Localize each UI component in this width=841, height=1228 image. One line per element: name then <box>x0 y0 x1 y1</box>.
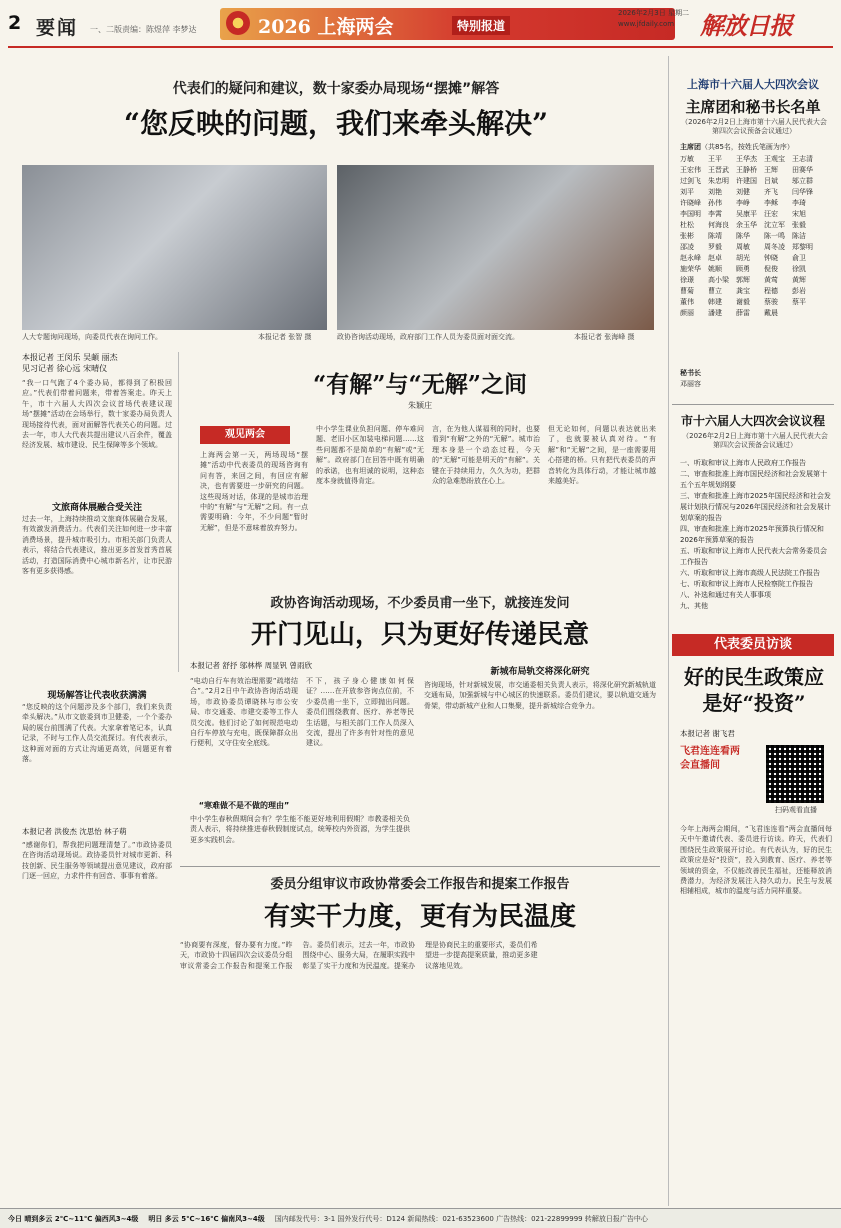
bottom-body: “协商要有深度，督办要有力度。”昨天，市政协十四届四次会议委员分组审议常委会工作报告和提案工作报告。委员们表示，过去一年，市政协围绕中心、服务大局，在履职实践中彰显了实干力度和为民温度。提案办理是协商民主的重要形式，委员们希望进一步提高提案质量，推动更多建议落地见效。 <box>180 941 538 970</box>
presidium-name: 高小梁 <box>708 276 729 284</box>
presidium-name: 郭辉 <box>736 276 750 284</box>
presidium-name: 宋旭 <box>792 210 806 218</box>
presidium-name: 胡光 <box>736 254 750 262</box>
website-link[interactable]: www.jfdaily.com <box>618 20 675 28</box>
consult-col-2: 不下，孩子身心健康如何保证？……在开放参咨询点位前，不少委员甫一坐下，立即抛出问题。委员们围绕教育、医疗、养老等民生话题，与相关部门工作人员深入交流，提出了许多有针对性的意见建议。 <box>306 677 414 748</box>
photo2-caption: 政协咨询活动现场，政府部门工作人员为委员面对面交流。 <box>337 333 519 341</box>
presidium-name: 赵卓 <box>708 254 722 262</box>
presidium-name: 蔡平 <box>792 298 806 306</box>
presidium-name: 孙伟 <box>708 199 722 207</box>
page-header <box>0 0 841 50</box>
agenda-item: 二、审查和批准上海市国民经济和社会发展第十五个五年规划纲要 <box>680 470 827 489</box>
presidium-name: 陈靖 <box>708 232 722 240</box>
main-body-1: “我一口气跑了4个委办局，都得到了积极回应。”代表们带着问题来，带着答案走。昨天上午，市十六届人大四次会议首场代表建议现场“摆摊”活动在会场举行，数十家委办局负责人现场接待代表，面对面解答代表关心的问题。过去一年，市人大代表共提出建议八百余件，覆盖经济发展、城市建设、民生保障等多个领域。 <box>22 379 172 450</box>
presidium-name: 李国明 <box>680 210 701 218</box>
presidium-name: 曹立 <box>708 287 722 295</box>
section-title: 要闻 <box>36 17 79 39</box>
main-subhead-2: 现场解答让代表收获满满 <box>47 691 147 701</box>
presidium-name: 万敏 <box>680 155 694 163</box>
banner-tag: 特别报道 <box>452 16 510 35</box>
agenda-item: 四、审查和批准上海市2025年预算执行情况和2026年预算草案的报告 <box>680 525 824 544</box>
bottom-kicker: 委员分组审议市政协常委会工作报告和提案工作报告 <box>270 877 570 892</box>
presidium-name: 张彬 <box>680 232 694 240</box>
photo1-credit: 本报记者 张智 摄 <box>258 333 312 341</box>
commentary-author: 朱颖庄 <box>408 401 432 410</box>
presidium-name: 闫华锋 <box>792 188 813 196</box>
photo-cppcc-consultation <box>337 165 654 330</box>
agenda-item: 一、听取和审议上海市人民政府工作报告 <box>680 459 806 467</box>
weather-tomorrow: 明日 多云 5℃~16℃ 偏南风3~4级 <box>148 1214 265 1223</box>
presidium-name: 徐凯 <box>792 265 806 273</box>
tail-byline: 本报记者 洪俊杰 沈思怡 林子萌 <box>22 827 127 836</box>
photo-npc-consultation <box>22 165 327 330</box>
consult-col-1: “电动自行车有效治理需要”疏堵结合”。”2月2日中午政协咨询活动现场，市政协委员谭晓林与市公安局、市交通委、市建交委等工作人员交流。他们讨论了如何规范电动自行车停放与充电，既保障群众出行便利，又守住安全底线。 <box>190 677 298 748</box>
presidium-name: 陈华 <box>736 232 750 240</box>
presidium-name: 董伟 <box>680 298 694 306</box>
bottom-headline: 有实干力度，更有为民温度 <box>263 902 576 932</box>
presidium-name: 王观宝 <box>764 155 785 163</box>
presidium-name: 李霄 <box>708 210 722 218</box>
secretary-general: 秘书长 邓丽容 <box>680 369 701 388</box>
presidium-name: 余玉华 <box>736 221 757 229</box>
presidium-name: 顾勇 <box>736 265 750 273</box>
agenda-item: 七、听取和审议上海市人民检察院工作报告 <box>680 580 813 588</box>
presidium-name: 吕斌 <box>764 177 778 185</box>
presidium-name: 许晓峰 <box>680 199 701 207</box>
consult-byline: 本报记者 舒抒 邬林桦 周显钒 曾雨欣 <box>190 661 313 670</box>
presidium-name: 朱忠明 <box>708 177 729 185</box>
presidium-name: 陈洁 <box>792 232 806 240</box>
presidium-name: 倪俊 <box>764 265 778 273</box>
main-body-2: 过去一年，上海持续推动文旅商体展融合发展，有效激发消费活力。代表们关注如何进一步丰富消费场景，提升城市吸引力。市相关部门负责人表示，将结合代表建议，推出更多首发首秀首展活动，打造国际消费中心城市新名片，让市民游客有更多获得感。 <box>22 515 172 576</box>
presidium-name: 何海良 <box>708 221 729 229</box>
sidebar-list-title: 上海市十六届人大四次会议 <box>687 78 819 91</box>
main-body-3: “您反映的这个问题涉及多个部门，我们来负责牵头解决。”从市文旅委到市卫健委，一个个委办局的展台前围满了代表。大家拿着笔记本，认真记录，不时与工作人员交流探讨。有代表表示，这种面对面的方式让沟通更高效，问题更有着落。 <box>22 703 172 764</box>
presidium-name: 刘艳 <box>708 188 722 196</box>
presidium-name: 王平 <box>708 155 722 163</box>
presidium-name: 邬立群 <box>792 177 813 185</box>
footer-info: 国内邮发代号：3-1 国外发行代号：D124 新闻热线：021-63523600 广告热线：021-22899999 转解放日报广告中心 <box>274 1214 648 1223</box>
photo1-caption: 人大专题询问现场，向委员代表在询问工作。 <box>22 333 162 341</box>
presidium-name: 罗毅 <box>708 243 722 251</box>
presidium-name: 李琦 <box>792 199 806 207</box>
commentary-col-2: 中小学生课业负担问题、停车难问题、老旧小区加装电梯问题……这些问题都不是简单的“有解”或“无解”。政府部门在回答中既有明确的承诺，也有坦诚的说明，这种态度本身就值得肯定。 <box>316 425 424 486</box>
presidium-name: 刘健 <box>736 188 750 196</box>
qr-code-icon[interactable] <box>766 745 824 803</box>
qr-label: 扫码观看直播 <box>775 806 817 814</box>
agenda-list <box>680 458 832 628</box>
consult-col-3: 咨询现场，针对新城发展，市交通委相关负责人表示，将深化研究新城轨道交通布局，加强新城与中心城区的快速联系。委员们建议，要以轨道交通为骨架，带动新城产业和人口集聚，提升新城综合竞争力。 <box>424 681 656 710</box>
weather-today: 今日 晴到多云 2℃~11℃ 偏西风3~4级 <box>8 1214 139 1223</box>
presidium-name: 陈一鸣 <box>764 232 785 240</box>
footer-bar <box>0 1208 841 1228</box>
commentary-col-1: 上海两会第一天，两场现场“摆摊”活动中代表委员的现场咨询有问有答，来回之间，有回应有解决，也有需要进一步研究的问题。这些现场对话，体现的是城市治理中的“有解”与“无解”之间。有一点需要明确：今年，不少问题“暂时无解”，但是不意味着放弃努力。 <box>200 451 308 532</box>
agenda-item: 九、其他 <box>680 602 708 610</box>
presidium-name: 邵凌 <box>680 243 694 251</box>
presidium-name: 钟晓 <box>764 254 778 262</box>
presidium-name: 汪宏 <box>764 210 778 218</box>
presidium-name: 过剑飞 <box>680 177 701 185</box>
column-divider <box>178 352 179 672</box>
presidium-name: 黄莺 <box>764 276 778 284</box>
agenda-title: 市十六届人大四次会议议程 <box>680 414 825 428</box>
presidium-name: 俞卫 <box>792 254 806 262</box>
presidium-name: 戴晨 <box>764 309 778 317</box>
consult-subhead-1: “寒难做不是不做的理由” <box>198 801 290 810</box>
presidium-name: 韩建 <box>708 298 722 306</box>
presidium-name: 程德 <box>764 287 778 295</box>
presidium-name: 田赛华 <box>792 166 813 174</box>
presidium-name: 黄辉 <box>792 276 806 284</box>
banner-title: 2026 上海两会 <box>258 16 394 38</box>
presidium-name: 施荣华 <box>680 265 701 273</box>
presidium-name: 蔡骏 <box>764 298 778 306</box>
presidium-name: 彭岩 <box>792 287 806 295</box>
presidium-name: 刘平 <box>680 188 694 196</box>
presidium-name: 赵永峰 <box>680 254 701 262</box>
presidium-name: 沈立军 <box>764 221 785 229</box>
issue-date: 2026年2月3日 星期二 <box>618 9 689 17</box>
promo-text: 飞君连连看两会直播间 <box>680 746 740 771</box>
photo2-credit: 本报记者 张海峰 摄 <box>574 333 635 341</box>
presidium-name: 吴康平 <box>736 210 757 218</box>
presidium-names <box>680 154 836 364</box>
agenda-item: 三、审查和批准上海市2025年国民经济和社会发展计划执行情况与2026年国民经济和社会发展计划草案的报告 <box>680 492 831 522</box>
interview-body: 今年上海两会期间，“飞君连连看”两会直播间每天中午邀请代表、委员进行访谈。昨天，代表们围绕民生政策展开讨论。有代表认为，好的民生政策应是好“投资”，投入到教育、医疗、养老等领域的资金，不仅能改善民生福祉，还能释放消费潜力，为经济发展注入持久动力。民生与发展相辅相成，城市的温度与活力同样重要。 <box>680 825 832 896</box>
presidium-name: 潘建 <box>708 309 722 317</box>
commentary-headline: “有解”与“无解”之间 <box>313 371 527 398</box>
presidium-name: 薛雷 <box>736 309 750 317</box>
agenda-item: 六、听取和审议上海市高级人民法院工作报告 <box>680 569 820 577</box>
presidium-name: 李峥 <box>736 199 750 207</box>
consult-kicker: 政协咨询活动现场，不少委员甫一坐下，就接连发问 <box>270 596 570 611</box>
interview-tag: 代表委员访谈 <box>672 634 834 656</box>
presidium-name: 王晋武 <box>708 166 729 174</box>
consult-headline: 开门见山，只为更好传递民意 <box>250 620 589 650</box>
presidium-name: 谢毅 <box>736 298 750 306</box>
presidium-name: 王华杰 <box>736 155 757 163</box>
tail-body: “感谢你们，帮我把问题理清楚了。”市政协委员在咨询活动现场说。政协委员针对城市更新、科技创新、民生服务等领域提出意见建议，政府部门逐一回应，力求件件有回音、事事有着落。 <box>22 841 172 881</box>
consult-subhead-2: 新城布局轨交将深化研究 <box>490 667 590 677</box>
agenda-item: 五、听取和审议上海市人民代表大会常务委员会工作报告 <box>680 547 827 566</box>
presidium-name: 王辉 <box>764 166 778 174</box>
presidium-name: 许建国 <box>736 177 757 185</box>
presidium-name: 李稣 <box>764 199 778 207</box>
sidebar-list-headline: 主席团和秘书长名单 <box>685 98 821 116</box>
page-number: 2 <box>8 12 22 34</box>
commentary-tag: 观见两会 <box>200 426 290 444</box>
interview-headline: 好的民生政策应是好“投资” <box>684 665 824 715</box>
presidium-name: 王志清 <box>792 155 813 163</box>
presidium-name: 周敏 <box>736 243 750 251</box>
emblem-icon <box>226 11 250 35</box>
presidium-name: 郑黎明 <box>792 243 813 251</box>
bottom-rule <box>180 866 660 867</box>
presidium-name: 周冬凌 <box>764 243 785 251</box>
header-rule <box>8 46 833 48</box>
editor-line: 一、二版责编：陈煜萍 李梦达 <box>90 25 197 34</box>
presidium-name: 曹菊 <box>680 287 694 295</box>
presidium-name: 徐璟 <box>680 276 694 284</box>
interview-byline: 本报记者 谢飞君 <box>680 729 735 738</box>
presidium-name: 姚顺 <box>708 265 722 273</box>
agenda-note: （2026年2月2日上海市第十六届人民代表大会第四次会议预备会议通过） <box>682 432 828 449</box>
presidium-name: 杜松 <box>680 221 694 229</box>
main-subhead-1: 文旅商体展融合受关注 <box>51 503 142 513</box>
presidium-name: 王宏伟 <box>680 166 701 174</box>
presidium-name: 龚宝 <box>736 287 750 295</box>
presidium-name: 张毅 <box>792 221 806 229</box>
presidium-name: 颜丽 <box>680 309 694 317</box>
commentary-col-4: 但无论如何，问题以表达就出来了，也就要被认真对待。“有解”和“无解”之间，是一座需要用心搭建的桥。只有把代表委员的声音转化为具体行动，才能让城市越来越美好。 <box>548 425 656 486</box>
main-headline: “您反映的问题，我们来牵头解决” <box>123 107 549 140</box>
presidium-name: 齐飞 <box>764 188 778 196</box>
main-byline: 本报记者 王闵乐 吴頔 丽杰 见习记者 徐心远 宋晴仪 <box>22 353 118 373</box>
masthead-logo: 解放日报 <box>700 11 792 40</box>
agenda-item: 八、补选和通过有关人事事项 <box>680 591 771 599</box>
presidium-name: 王静桥 <box>736 166 757 174</box>
commentary-col-3: 言，在为他人谋福利的同时，也要看到“有解”之外的“无解”。城市治理本身是一个动态过程，今天的“无解”可能是明天的“有解”。关键在于持续用力，久久为功，把群众的急难愁盼放在心上。 <box>432 425 540 486</box>
main-kicker: 代表们的疑问和建议，数十家委办局现场“摆摊”解答 <box>172 81 500 97</box>
presidium-heading: 主席团（共85名，按姓氏笔画为序） <box>680 143 794 151</box>
sidebar-list-note: （2026年2月2日上海市第十六届人民代表大会第四次会议预备会议通过） <box>681 118 827 135</box>
consult-col-4: 中小学生春秋假期间会有？学生能不能更好地利用假期？市教委相关负责人表示，将持续推进春秋假制度试点，统筹校内外资源，为学生提供更多实践机会。 <box>190 815 410 844</box>
